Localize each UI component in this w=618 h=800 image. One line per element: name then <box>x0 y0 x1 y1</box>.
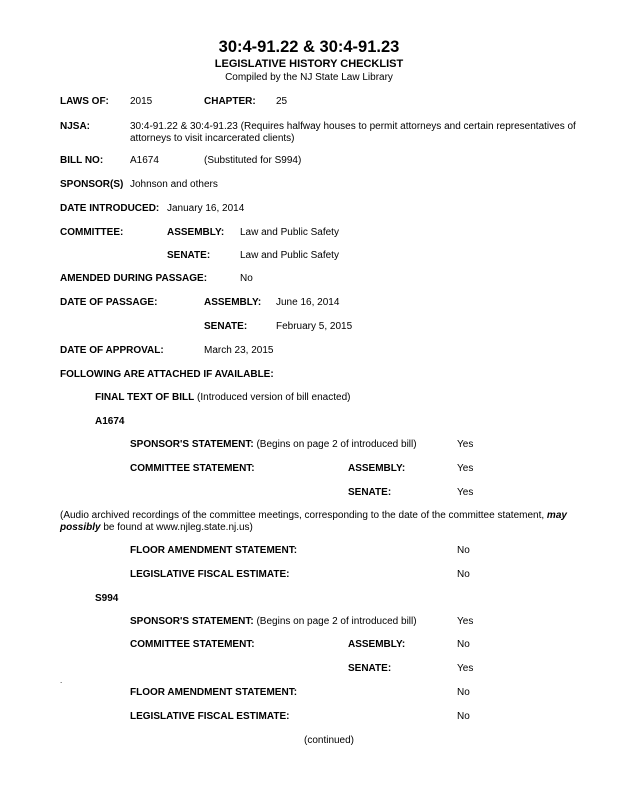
passage-assembly-value: June 16, 2014 <box>276 297 340 308</box>
stray-mark: . <box>60 676 63 685</box>
committee-assembly-value: Law and Public Safety <box>240 227 339 238</box>
amended-value: No <box>240 273 253 284</box>
a1674-sponsor-label: SPONSOR'S STATEMENT: <box>130 439 254 450</box>
audio-note <box>60 510 605 534</box>
passage-senate-value: February 5, 2015 <box>276 321 353 332</box>
a1674-sponsor-value: Yes <box>457 439 474 450</box>
committee-assembly-label: ASSEMBLY: <box>167 227 225 238</box>
committee-senate-value: Law and Public Safety <box>240 250 339 261</box>
njsa-label: NJSA: <box>60 121 91 132</box>
s994-floor-value: No <box>457 687 470 698</box>
sponsors-value: Johnson and others <box>130 179 218 190</box>
attached-heading: FOLLOWING ARE ATTACHED IF AVAILABLE: <box>60 369 274 380</box>
a1674-assembly-label: ASSEMBLY: <box>348 463 406 474</box>
s994-committee-label: COMMITTEE STATEMENT: <box>130 639 255 650</box>
s994-assembly-label: ASSEMBLY: <box>348 639 406 650</box>
s994-sponsor-line <box>130 616 417 627</box>
audio-note-before: (Audio archived recordings of the committee meetings, corresponding to the date of the committee statement, <box>60 510 545 521</box>
s994-senate-label: SENATE: <box>348 663 392 674</box>
a1674-assembly-value: Yes <box>457 463 474 474</box>
final-text-note: (Introduced version of bill enacted) <box>197 392 351 403</box>
a1674-sponsor-note: (Begins on page 2 of introduced bill) <box>256 439 417 450</box>
a1674-fiscal-value: No <box>457 569 470 580</box>
date-introduced-value: January 16, 2014 <box>167 203 245 214</box>
s994-senate-value: Yes <box>457 663 474 674</box>
laws-of-label: LAWS OF: <box>60 96 109 107</box>
passage-assembly-label: ASSEMBLY: <box>204 297 262 308</box>
chapter-label: CHAPTER: <box>204 96 256 107</box>
date-of-approval-value: March 23, 2015 <box>204 345 274 356</box>
bill-heading-a1674: A1674 <box>95 416 125 427</box>
laws-of-value: 2015 <box>130 96 153 107</box>
audio-note-emphasis: may possibly <box>60 510 567 533</box>
a1674-floor-label: FLOOR AMENDMENT STATEMENT: <box>130 545 298 556</box>
a1674-fiscal-label: LEGISLATIVE FISCAL ESTIMATE: <box>130 569 290 580</box>
page-title: 30:4-91.22 & 30:4-91.23 <box>218 38 400 56</box>
continued-note: (continued) <box>303 735 355 746</box>
njsa-value: 30:4-91.22 & 30:4-91.23 (Requires halfway houses to permit attorneys and certain representatives of attorneys to visit incarcerated clients) <box>130 121 576 144</box>
date-of-passage-label: DATE OF PASSAGE: <box>60 297 158 308</box>
final-text-line <box>95 392 350 403</box>
compiled-by: Compiled by the NJ State Law Library <box>225 72 393 83</box>
s994-sponsor-note: (Begins on page 2 of introduced bill) <box>256 616 417 627</box>
bill-no-value: A1674 <box>130 155 159 166</box>
s994-sponsor-label: SPONSOR'S STATEMENT: <box>130 616 254 627</box>
passage-senate-label: SENATE: <box>204 321 248 332</box>
bill-no-note: (Substituted for S994) <box>204 155 302 166</box>
a1674-committee-label: COMMITTEE STATEMENT: <box>130 463 255 474</box>
bill-no-label: BILL NO: <box>60 155 104 166</box>
amended-label: AMENDED DURING PASSAGE: <box>60 273 208 284</box>
a1674-floor-value: No <box>457 545 470 556</box>
sponsors-label: SPONSOR(S) <box>60 179 124 190</box>
date-introduced-label: DATE INTRODUCED: <box>60 203 160 214</box>
s994-sponsor-value: Yes <box>457 616 474 627</box>
date-of-approval-label: DATE OF APPROVAL: <box>60 345 164 356</box>
bill-heading-s994: S994 <box>95 593 119 604</box>
s994-assembly-value: No <box>457 639 470 650</box>
final-text-label: FINAL TEXT OF BILL <box>95 392 195 403</box>
committee-senate-label: SENATE: <box>167 250 211 261</box>
s994-fiscal-label: LEGISLATIVE FISCAL ESTIMATE: <box>130 711 290 722</box>
a1674-sponsor-line <box>130 439 417 450</box>
s994-fiscal-value: No <box>457 711 470 722</box>
a1674-senate-value: Yes <box>457 487 474 498</box>
s994-floor-label: FLOOR AMENDMENT STATEMENT: <box>130 687 298 698</box>
chapter-value: 25 <box>276 96 288 107</box>
audio-note-after: be found at www.njleg.state.nj.us) <box>103 522 253 533</box>
committee-label: COMMITTEE: <box>60 227 124 238</box>
page-subtitle: LEGISLATIVE HISTORY CHECKLIST <box>214 58 404 70</box>
a1674-senate-label: SENATE: <box>348 487 392 498</box>
